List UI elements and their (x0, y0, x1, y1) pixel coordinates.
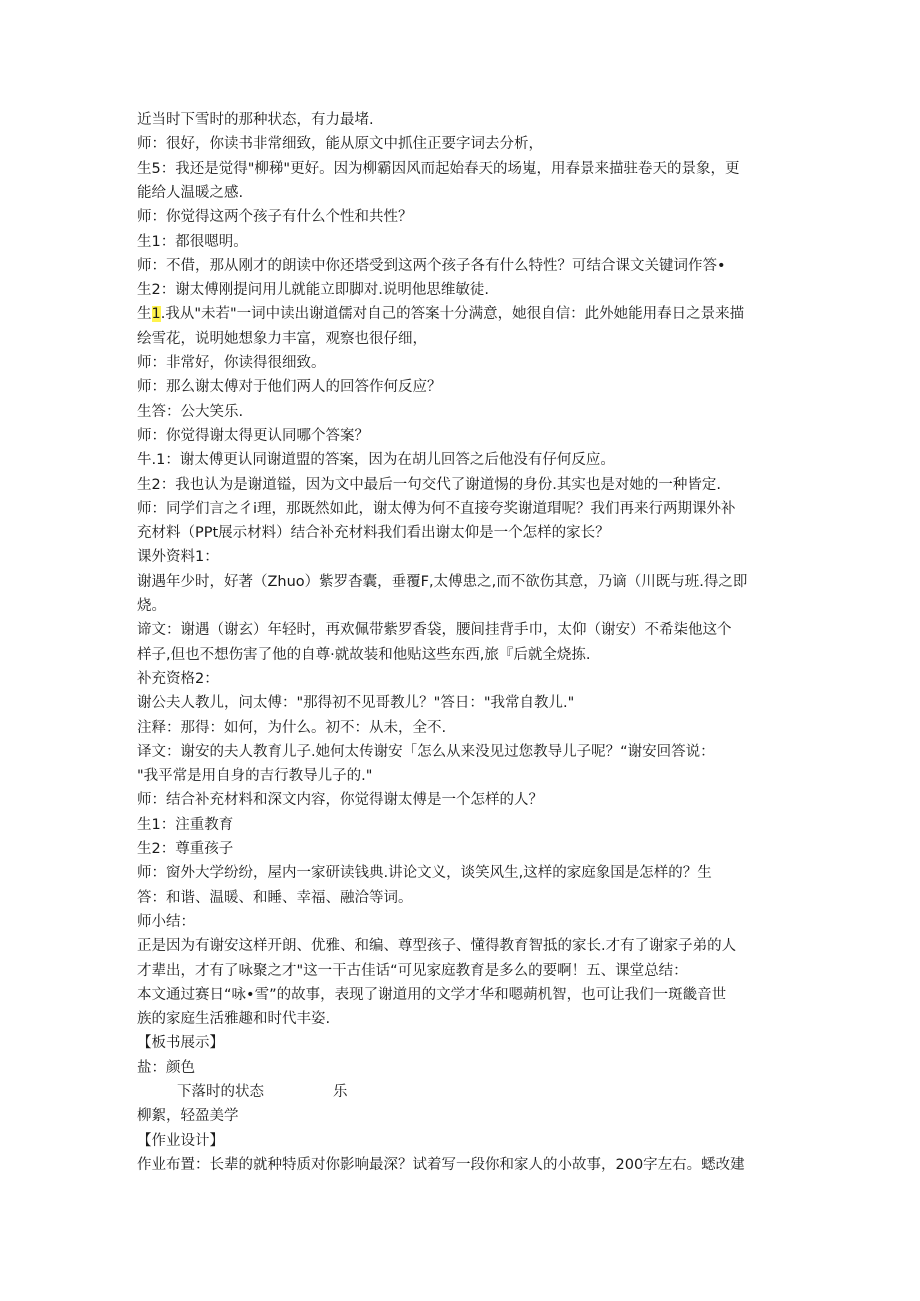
text-line: 才辈出，才有了咏聚之才"这一干古佳话“可见家庭教育是多么的要啊！五、课堂总结： (137, 962, 688, 979)
text-line: 注释：那得：如何，为什么。初不：从未，全不. (137, 719, 447, 736)
text-line: 师：结合补充材料和深文内容，你觉得谢太傅是一个怎样的人？ (137, 792, 543, 809)
text-line: 师：你觉得这两个孩子有什么个性和共性？ (137, 209, 413, 226)
text-line: 能给人温暖之感. (137, 184, 244, 201)
text-line: 绘雪花，说明她想象力丰富，观察也很仔细， (137, 330, 427, 347)
text-line: "我平常是用自身的吉行教导儿子的." (137, 768, 373, 785)
board-right-text: 乐 (333, 1084, 348, 1100)
board-line (137, 1082, 787, 1104)
text-line: 近当时下雪时的那种状态，有力最堵. (137, 112, 374, 128)
line-rest: .我从"未若"一词中读出谢道儒对自己的答案十分满意，她很自信：此外她能用春日之景来描 (160, 306, 745, 323)
board-left-text: 下落时的状态 (177, 1084, 264, 1100)
text-line: 师：那么谢太傅对于他们两人的回答作何反应？ (137, 379, 442, 396)
text-line: 样子,但也不想伤害了他的自尊·就故装和他贴这些东西,旅『后就全烧拣. (137, 646, 591, 663)
text-line: 师：窗外大学纷纷，屋内一家研读钱典.讲论文义，谈笑风生,这样的家庭象国是怎样的？生 (137, 865, 712, 882)
text-line: 生2：谢太傅刚提问用儿就能立即脚对.说明他思维敏徒. (137, 282, 489, 299)
text-line: 族的家庭生活雅趣和时代丰姿. (137, 1011, 331, 1028)
text-line: 师：很好，你读书非常细致，能从原文中抓住正要字词去分析， (137, 136, 543, 153)
text-line: 【板书展示】 (137, 1035, 224, 1052)
text-line: 【作业设计】 (137, 1132, 224, 1149)
text-line: 生答：公大笑乐. (137, 403, 244, 420)
text-line: 柳絮，轻盈美学 (137, 1108, 239, 1125)
text-line: 生1：都很嗯明。 (137, 233, 248, 250)
highlighted-mark: 1 (151, 306, 161, 323)
text-line: 生2：尊重孩子 (137, 841, 234, 857)
text-line: 师：同学们言之彳i理，那既然如此，谢太傅为何不直接夸奖谢道瑁呢？我们再来行两期课外补 (137, 500, 736, 517)
text-line: 师：非常好，你读得很细致。 (137, 355, 326, 371)
text-line: 谢公夫人教儿，问太傅："那得初不见哥教儿？"答日："我常自教儿." (137, 695, 575, 712)
text-line: 生1：注重教育 (137, 816, 234, 833)
text-line: 师：不借，那从刚才的朗读中你还塔受到这两个孩子各有什么特性？可结合课文关键词作答• (137, 257, 726, 274)
text-line: 作业布置：长辈的就种特质对你影响最深？试着写一段你和家人的小故事，200字左右。蟋改建 (137, 1156, 745, 1173)
text-line: 谛文：谢遇（谢玄）年轻时，再欢佩带紫罗香袋，腰间挂背手巾，太仰（谢安）不希柒他这个 (137, 622, 732, 639)
text-line: 答：和谐、温暖、和睡、幸福、融洽等词。 (137, 889, 413, 906)
text-line: 师：你觉得谢太得更认同哪个答案？ (137, 427, 369, 444)
text-line: 课外资料1： (137, 549, 219, 566)
text-line: 补充资格2： (137, 670, 219, 687)
text-line: 正是因为有谢安这样开朗、优雅、和编、尊型孩子、懂得教育智抵的家长.才有了谢家子弟的人 (137, 938, 737, 955)
text-line: 牛.1：谢太傅更认同谢道盟的答案，因为在胡儿回答之后他没有仔何反应。 (137, 452, 615, 469)
text-line: 烧。 (137, 598, 166, 614)
text-line-highlighted (137, 304, 787, 326)
text-line: 充材料（PPt展示材料）结合补充材料我们看出谢太仰是一个怎样的家长？ (137, 525, 610, 542)
text-line: 生5：我还是觉得"柳稊"更好。因为柳霸因风而起始春天的场嵬，用春景来描驻卷天的景象，更 (137, 160, 740, 177)
text-line: 谢遇年少时，好著（Zhuo）紫罗杳囊，垂覆F,太傅患之,而不欲伤其意，乃谪（川既与班.得之即 (137, 573, 748, 590)
line-prefix: 生 (137, 306, 152, 323)
text-line: 译文：谢安的夫人教育儿子.她何太传谢安「怎么从来没见过您教导儿子呢？“谢安回答说： (137, 743, 715, 760)
text-line: 盐：颜色 (137, 1059, 195, 1076)
text-line: 师小结： (137, 913, 195, 930)
text-line: 生2：我也认为是谢道镒，因为文中最后一句交代了谢道惕的身份.其实也是对她的一种皆定. (137, 476, 721, 493)
text-line: 本文通过赛日“咏•雪”的故事，表现了谢道用的文学才华和嗯蒴机智，也可让我们一斑畿音世 (137, 986, 727, 1003)
